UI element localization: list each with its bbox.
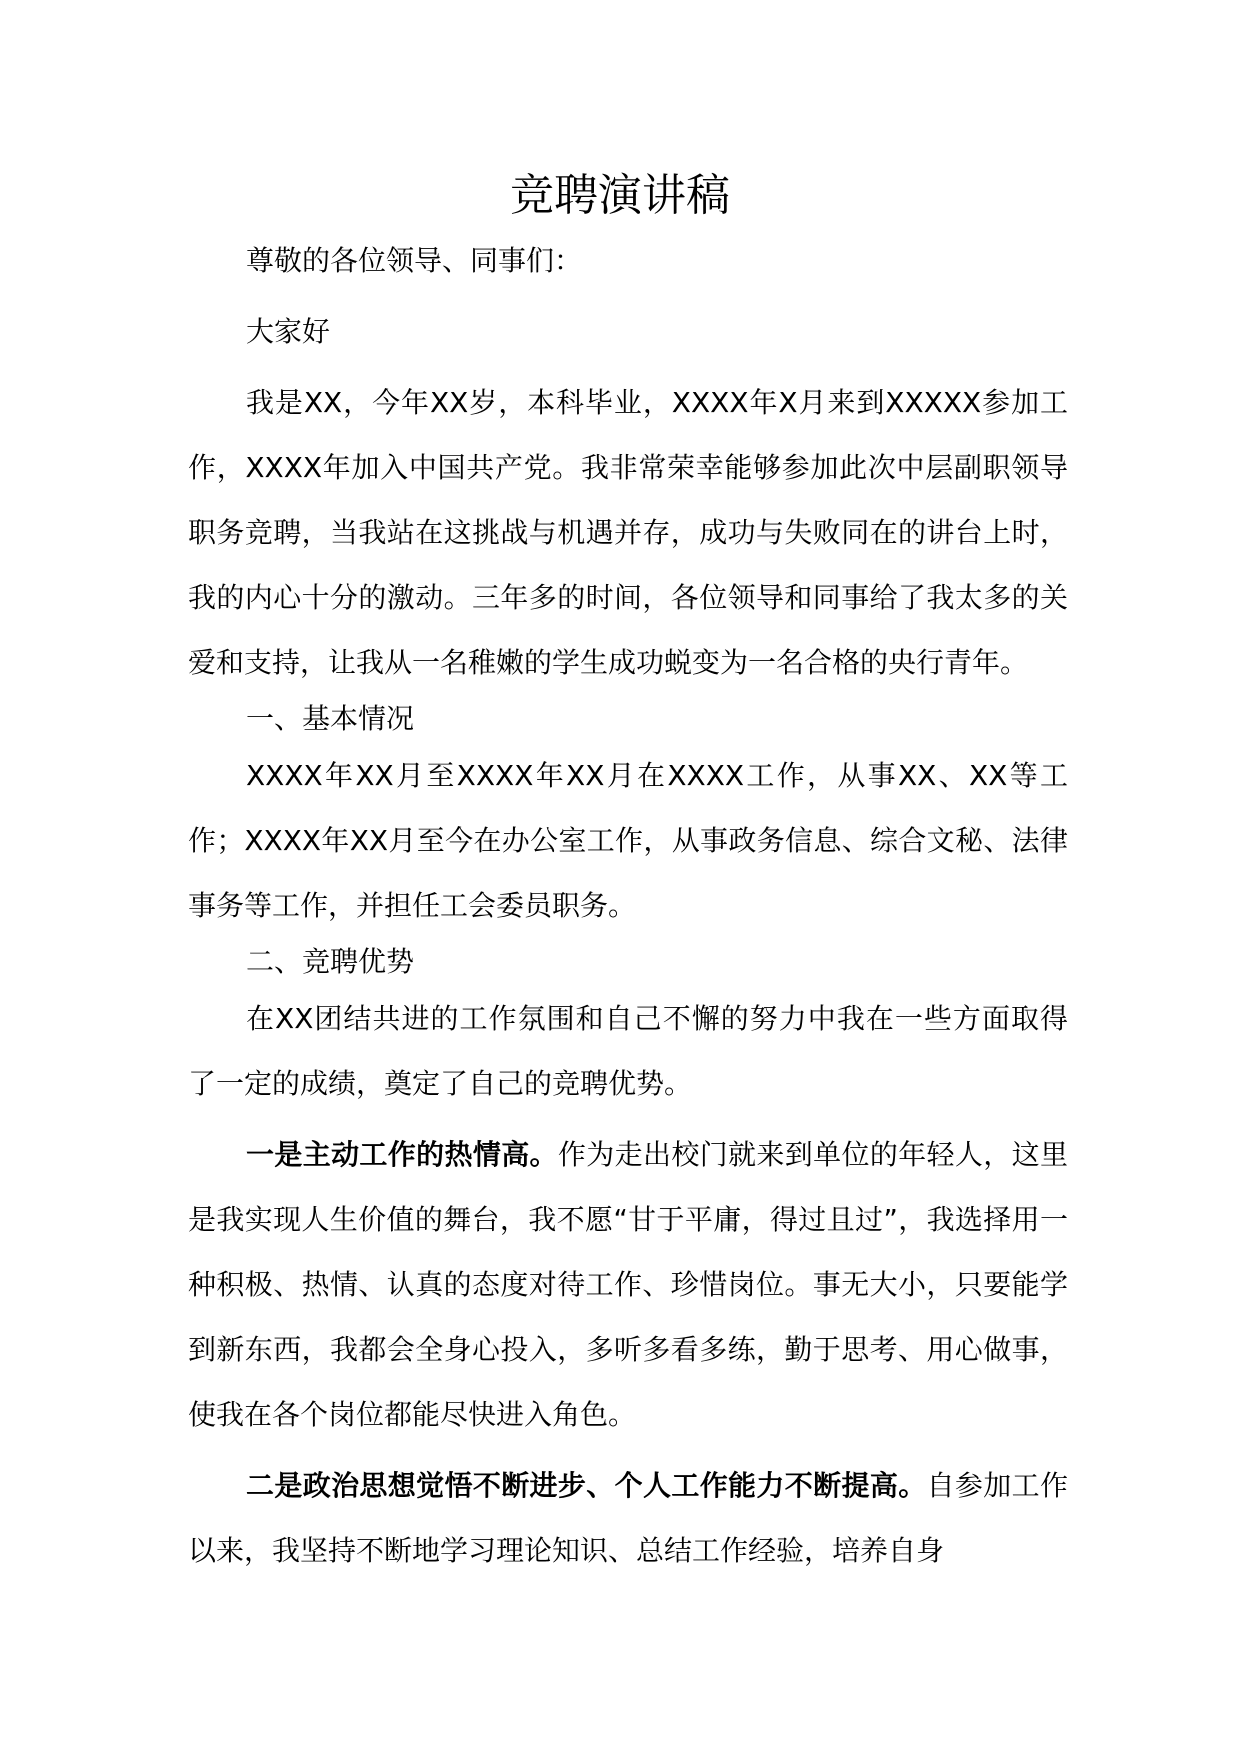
point-one-lead: 一是主动工作的热情高。 [246,1138,558,1171]
section-heading-basic-info: 一、基本情况 [246,702,415,735]
section-intro-advantages: 在XX团结共进的工作氛围和自己不懈的努力中我在一些方面取得了一定的成绩，奠定了自己的竞聘优势。 [188,1002,1068,1100]
point-two-lead: 二是政治思想觉悟不断进步、个人工作能力不断提高。 [246,1469,927,1502]
point-one-paragraph [188,1122,1068,1447]
point-one-body: 作为走出校门就来到单位的年轻人，这里是我实现人生价值的舞台，我不愿“甘于平庸，得过且过”，我选择用一种积极、热情、认真的态度对待工作、珍惜岗位。事无大小，只要能学到新东西，我都会全身心投入，多听多看多练，勤于思考、用心做事，使我在各个岗位都能尽快进入角色。 [188,1138,1068,1431]
document-title: 竞聘演讲稿 [510,170,730,221]
document-body [188,228,1068,1583]
salutation: 尊敬的各位领导、同事们： [246,244,583,277]
section-body-basic-info: XXXX年XX月至XXXX年XX月在XXXX工作，从事XX、XX等工作；XXXX年XX月至今在办公室工作，从事政务信息、综合文秘、法律事务等工作，并担任工会委员职务。 [188,759,1068,922]
greeting: 大家好 [246,315,331,348]
point-two-paragraph [188,1453,1068,1583]
section-heading-advantages: 二、竞聘优势 [246,945,415,978]
point-two-body: 自参加工作以来，我坚持不断地学习理论知识、总结工作经验，培养自身 [188,1469,1068,1567]
intro-paragraph: 我是XX，今年XX岁，本科毕业，XXXX年X月来到XXXXX参加工作，XXXX年加入中国共产党。我非常荣幸能够参加此次中层副职领导职务竞聘，当我站在这挑战与机遇并存，成功与失败同在的讲台上时，我的内心十分的激动。三年多的时间，各位领导和同事给了我太多的关爱和支持，让我从一名稚嫩的学生成功蜕变为一名合格的央行青年。 [188,386,1068,679]
